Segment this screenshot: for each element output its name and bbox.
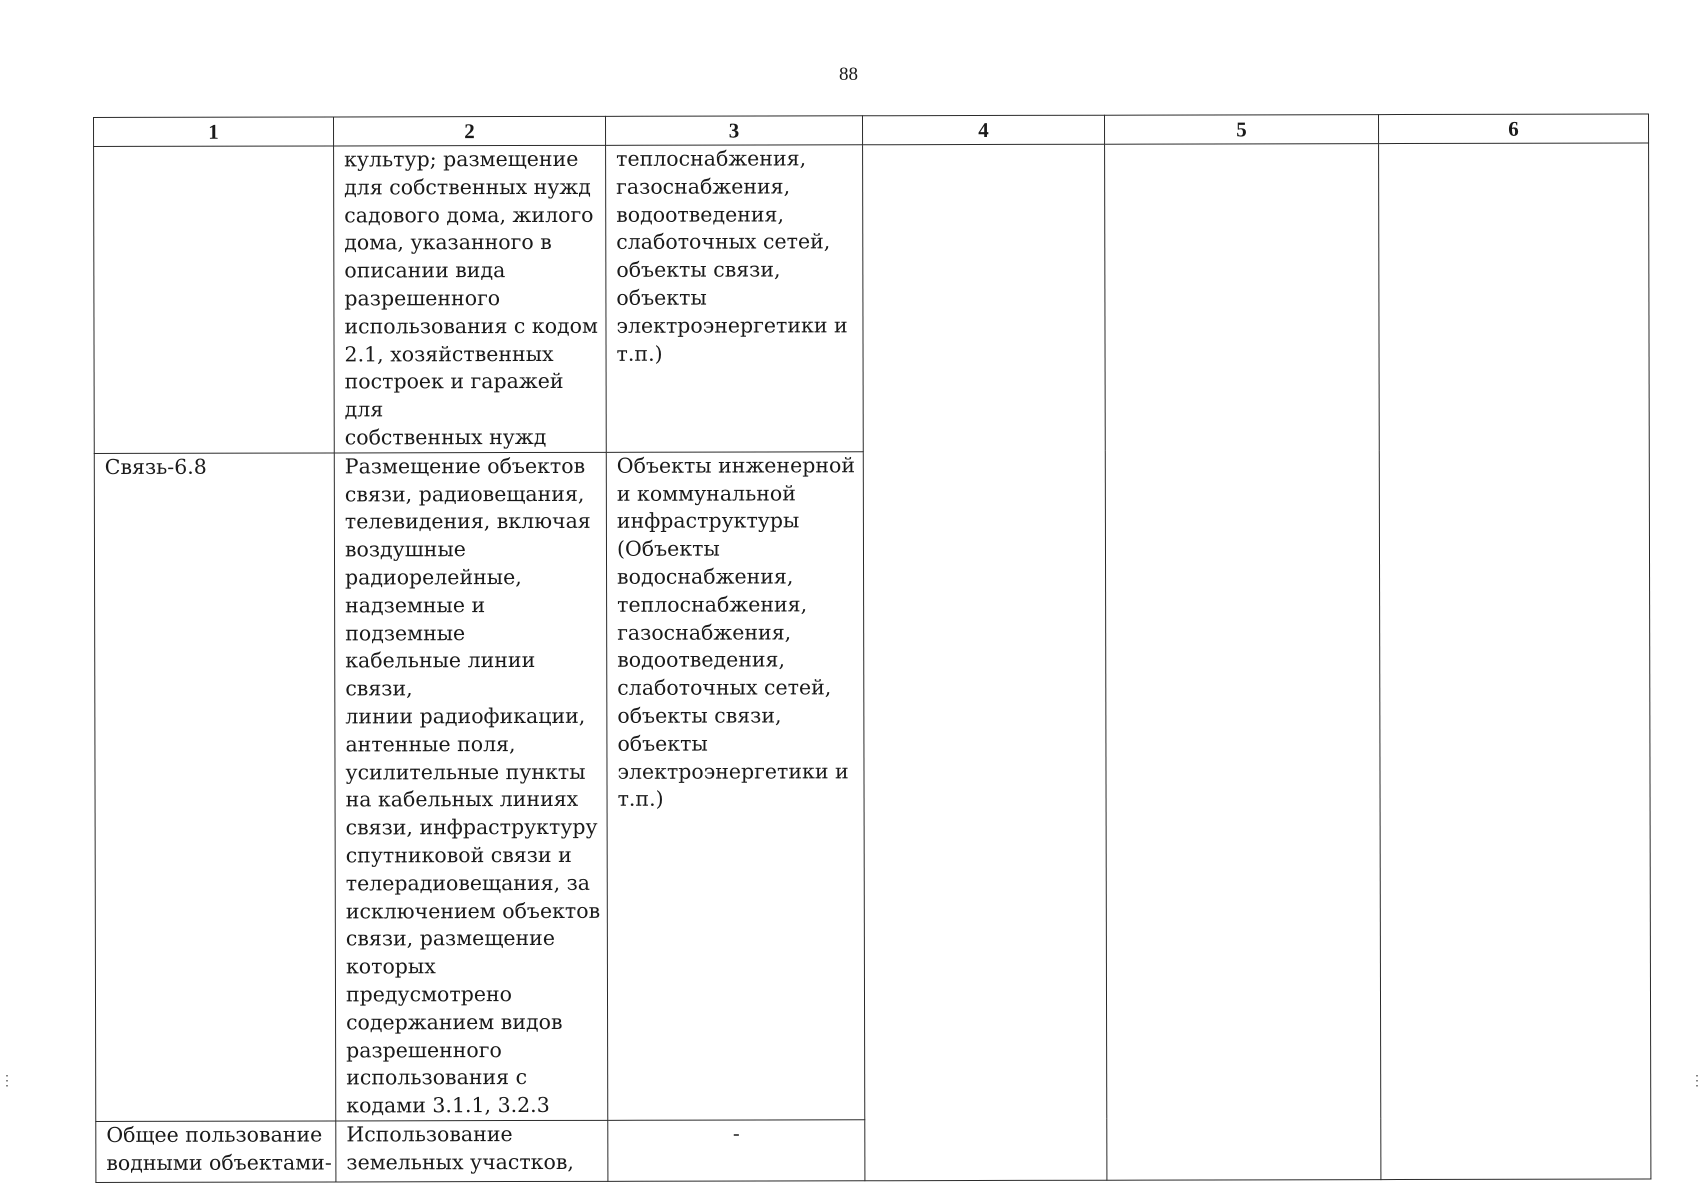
table-cell xyxy=(1379,450,1651,1119)
table-cell xyxy=(606,145,864,452)
column-header-4: 4 xyxy=(862,115,1104,145)
table-cell xyxy=(863,144,1106,451)
table-cell xyxy=(865,1119,1107,1181)
cell-text: теплоснабжения, газоснабжения, водоотведения, слаботочных сетей, объекты связи, объекты электроэнергетики и т.п.) xyxy=(616,146,848,366)
table-cell xyxy=(1107,1118,1381,1180)
table-cell xyxy=(608,1120,865,1182)
table-cell xyxy=(334,452,608,1121)
scan-edge-mark-right: ⋮ xyxy=(1690,1073,1704,1089)
table-row xyxy=(94,143,1650,453)
cell-text: Связь-6.8 xyxy=(104,454,207,479)
table-cell xyxy=(863,451,1107,1120)
table-cell xyxy=(334,145,607,452)
table-cell xyxy=(1381,1118,1651,1180)
table-cell xyxy=(1105,450,1381,1119)
scan-edge-mark-left: ⋮ xyxy=(0,1073,14,1089)
table-cell xyxy=(94,146,335,453)
column-header-1: 1 xyxy=(94,117,334,147)
cell-text: Размещение объектов связи, радиовещания, телевидения, включая воздушные радиорелейные, надземные и подземные кабельные линии связи, линии радиофикации, антенные поля, усилительные пункты на кабельных линиях связи, инфраструктуру спутниковой связи и телерадиовещания, за исключением объектов связи, размещение которых предусмотрено содержанием видов разрешенного использования с кодами 3.1.1, 3.2.3 xyxy=(344,453,601,1118)
table-cell xyxy=(1379,143,1650,450)
cell-text: Общее пользование водными объектами- xyxy=(106,1122,332,1175)
table-cell xyxy=(606,452,865,1121)
page-number: 88 xyxy=(839,64,858,85)
table-row xyxy=(94,450,1651,1122)
column-header-5: 5 xyxy=(1104,115,1378,145)
cell-text: Использование земельных участков, xyxy=(346,1121,574,1175)
cell-text xyxy=(104,146,333,147)
table-cell xyxy=(94,453,336,1122)
table-cell xyxy=(336,1120,608,1182)
table-row xyxy=(96,1118,1651,1183)
cell-text: Объекты инженерной и коммунальной инфраструктуры (Объекты водоснабжения, теплоснабжения, газоснабжения, водоотведения, слаботочных сетей, объекты связи, объекты электроэнергетики и т.п.) xyxy=(616,453,856,812)
table-cell xyxy=(1105,144,1380,451)
cell-text: - xyxy=(732,1121,740,1146)
column-header-2: 2 xyxy=(334,116,606,146)
column-header-3: 3 xyxy=(605,116,862,146)
table-cell xyxy=(96,1121,336,1183)
cell-text: культур; размещение для собственных нужд садового дома, жилого дома, указанного в описании вида разрешенного использования с кодом 2.1, хозяйственных построек и гаражей для собственных нужд xyxy=(344,146,598,450)
table-header-row xyxy=(94,114,1649,147)
land-use-table xyxy=(93,113,1651,1182)
column-header-6: 6 xyxy=(1378,114,1648,144)
